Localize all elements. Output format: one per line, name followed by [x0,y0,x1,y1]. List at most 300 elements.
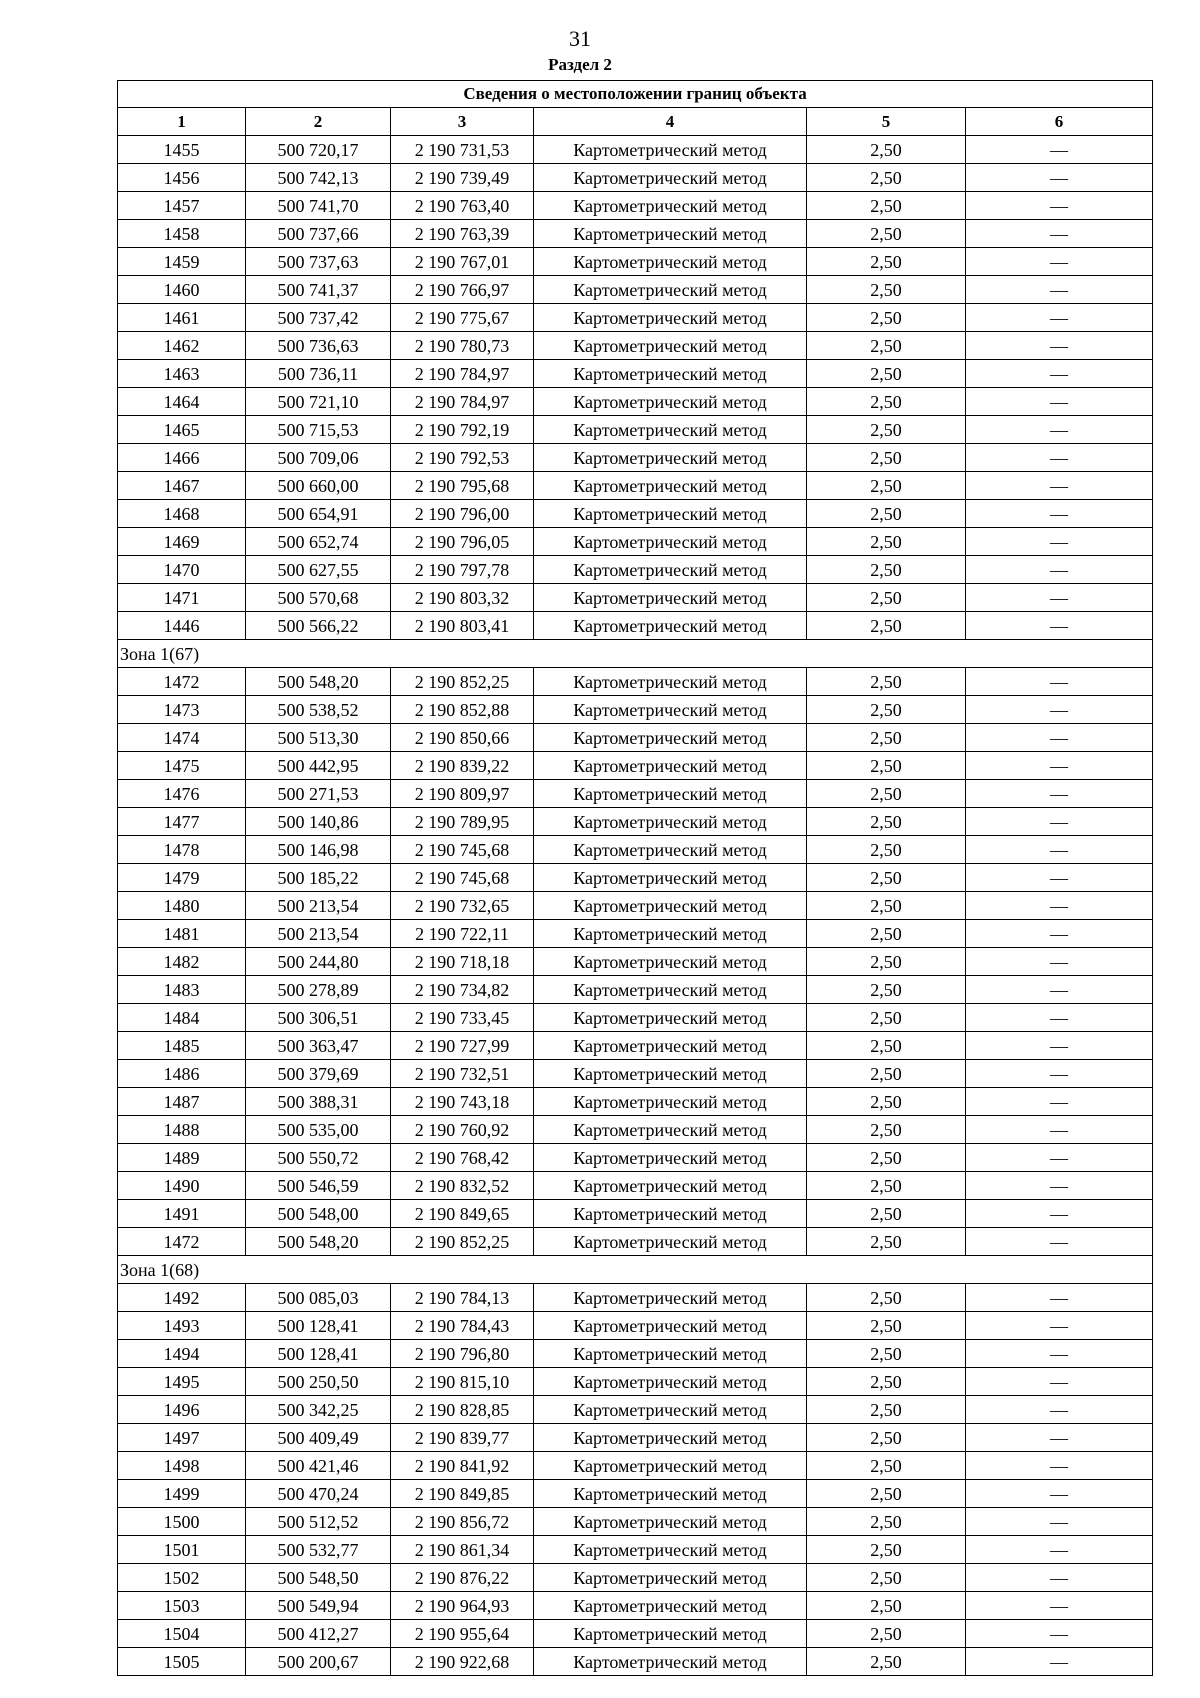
accuracy-cell: 2,50 [807,220,966,248]
point-number-cell: 1466 [118,444,246,472]
y-coordinate-cell: 2 190 760,92 [391,1116,534,1144]
method-cell: Картометрический метод [534,416,807,444]
x-coordinate-cell: 500 720,17 [246,136,391,164]
table-row [118,472,1153,500]
description-cell: — [966,780,1153,808]
y-coordinate-cell: 2 190 839,77 [391,1424,534,1452]
point-number-cell: 1500 [118,1508,246,1536]
accuracy-cell: 2,50 [807,1536,966,1564]
table-row [118,1116,1153,1144]
point-number-cell: 1501 [118,1536,246,1564]
accuracy-cell: 2,50 [807,276,966,304]
y-coordinate-cell: 2 190 739,49 [391,164,534,192]
table-row [118,864,1153,892]
table-body [118,136,1153,1676]
column-header-2: 2 [246,108,391,136]
x-coordinate-cell: 500 379,69 [246,1060,391,1088]
accuracy-cell: 2,50 [807,1564,966,1592]
method-cell: Картометрический метод [534,976,807,1004]
accuracy-cell: 2,50 [807,976,966,1004]
accuracy-cell: 2,50 [807,920,966,948]
description-cell: — [966,1228,1153,1256]
accuracy-cell: 2,50 [807,444,966,472]
y-coordinate-cell: 2 190 792,19 [391,416,534,444]
x-coordinate-cell: 500 146,98 [246,836,391,864]
method-cell: Картометрический метод [534,920,807,948]
method-cell: Картометрический метод [534,1340,807,1368]
point-number-cell: 1483 [118,976,246,1004]
description-cell: — [966,304,1153,332]
table-row [118,1004,1153,1032]
column-header-6: 6 [966,108,1153,136]
point-number-cell: 1489 [118,1144,246,1172]
table-row [118,1200,1153,1228]
description-cell: — [966,1564,1153,1592]
x-coordinate-cell: 500 342,25 [246,1396,391,1424]
description-cell: — [966,1004,1153,1032]
method-cell: Картометрический метод [534,500,807,528]
table-row [118,724,1153,752]
x-coordinate-cell: 500 512,52 [246,1508,391,1536]
point-number-cell: 1491 [118,1200,246,1228]
table-row [118,1564,1153,1592]
table-row [118,1172,1153,1200]
y-coordinate-cell: 2 190 795,68 [391,472,534,500]
method-cell: Картометрический метод [534,1620,807,1648]
x-coordinate-cell: 500 513,30 [246,724,391,752]
x-coordinate-cell: 500 741,37 [246,276,391,304]
description-cell: — [966,1480,1153,1508]
y-coordinate-cell: 2 190 745,68 [391,864,534,892]
y-coordinate-cell: 2 190 784,43 [391,1312,534,1340]
x-coordinate-cell: 500 652,74 [246,528,391,556]
accuracy-cell: 2,50 [807,192,966,220]
point-number-cell: 1465 [118,416,246,444]
point-number-cell: 1461 [118,304,246,332]
point-number-cell: 1474 [118,724,246,752]
accuracy-cell: 2,50 [807,528,966,556]
y-coordinate-cell: 2 190 964,93 [391,1592,534,1620]
point-number-cell: 1457 [118,192,246,220]
y-coordinate-cell: 2 190 784,97 [391,388,534,416]
x-coordinate-cell: 500 741,70 [246,192,391,220]
description-cell: — [966,836,1153,864]
description-cell: — [966,1032,1153,1060]
method-cell: Картометрический метод [534,1088,807,1116]
method-cell: Картометрический метод [534,1312,807,1340]
method-cell: Картометрический метод [534,192,807,220]
accuracy-cell: 2,50 [807,248,966,276]
description-cell: — [966,1060,1153,1088]
x-coordinate-cell: 500 532,77 [246,1536,391,1564]
table-header-row [118,108,1153,136]
y-coordinate-cell: 2 190 718,18 [391,948,534,976]
method-cell: Картометрический метод [534,1116,807,1144]
table-row [118,164,1153,192]
y-coordinate-cell: 2 190 766,97 [391,276,534,304]
description-cell: — [966,696,1153,724]
x-coordinate-cell: 500 742,13 [246,164,391,192]
column-header-5: 5 [807,108,966,136]
description-cell: — [966,1284,1153,1312]
y-coordinate-cell: 2 190 796,00 [391,500,534,528]
table-row [118,1088,1153,1116]
description-cell: — [966,192,1153,220]
y-coordinate-cell: 2 190 784,13 [391,1284,534,1312]
method-cell: Картометрический метод [534,304,807,332]
y-coordinate-cell: 2 190 780,73 [391,332,534,360]
method-cell: Картометрический метод [534,248,807,276]
table-row [118,276,1153,304]
accuracy-cell: 2,50 [807,164,966,192]
accuracy-cell: 2,50 [807,836,966,864]
method-cell: Картометрический метод [534,1144,807,1172]
table-row [118,416,1153,444]
table-row [118,1620,1153,1648]
page-number: 31 [569,26,591,51]
x-coordinate-cell: 500 709,06 [246,444,391,472]
section-title: Раздел 2 [548,55,612,74]
accuracy-cell: 2,50 [807,1452,966,1480]
description-cell: — [966,248,1153,276]
description-cell: — [966,1536,1153,1564]
description-cell: — [966,724,1153,752]
method-cell: Картометрический метод [534,472,807,500]
table-row [118,1452,1153,1480]
y-coordinate-cell: 2 190 767,01 [391,248,534,276]
y-coordinate-cell: 2 190 734,82 [391,976,534,1004]
point-number-cell: 1467 [118,472,246,500]
table-row [118,1144,1153,1172]
x-coordinate-cell: 500 271,53 [246,780,391,808]
method-cell: Картометрический метод [534,388,807,416]
description-cell: — [966,1592,1153,1620]
description-cell: — [966,388,1153,416]
y-coordinate-cell: 2 190 745,68 [391,836,534,864]
table-row [118,1228,1153,1256]
method-cell: Картометрический метод [534,836,807,864]
table-row [118,192,1153,220]
accuracy-cell: 2,50 [807,752,966,780]
table-row [118,332,1153,360]
x-coordinate-cell: 500 549,94 [246,1592,391,1620]
method-cell: Картометрический метод [534,696,807,724]
y-coordinate-cell: 2 190 856,72 [391,1508,534,1536]
x-coordinate-cell: 500 442,95 [246,752,391,780]
description-cell: — [966,612,1153,640]
description-cell: — [966,1508,1153,1536]
description-cell: — [966,864,1153,892]
description-cell: — [966,1088,1153,1116]
y-coordinate-cell: 2 190 922,68 [391,1648,534,1676]
table-row [118,388,1153,416]
y-coordinate-cell: 2 190 733,45 [391,1004,534,1032]
accuracy-cell: 2,50 [807,1424,966,1452]
x-coordinate-cell: 500 654,91 [246,500,391,528]
table-row [118,920,1153,948]
description-cell: — [966,276,1153,304]
table-row [118,1368,1153,1396]
y-coordinate-cell: 2 190 722,11 [391,920,534,948]
accuracy-cell: 2,50 [807,1116,966,1144]
point-number-cell: 1488 [118,1116,246,1144]
description-cell: — [966,920,1153,948]
method-cell: Картометрический метод [534,1508,807,1536]
point-number-cell: 1477 [118,808,246,836]
method-cell: Картометрический метод [534,1592,807,1620]
x-coordinate-cell: 500 409,49 [246,1424,391,1452]
x-coordinate-cell: 500 660,00 [246,472,391,500]
table-row [118,1536,1153,1564]
y-coordinate-cell: 2 190 832,52 [391,1172,534,1200]
method-cell: Картометрический метод [534,1452,807,1480]
accuracy-cell: 2,50 [807,1228,966,1256]
description-cell: — [966,528,1153,556]
point-number-cell: 1503 [118,1592,246,1620]
method-cell: Картометрический метод [534,1032,807,1060]
y-coordinate-cell: 2 190 861,34 [391,1536,534,1564]
x-coordinate-cell: 500 412,27 [246,1620,391,1648]
description-cell: — [966,1620,1153,1648]
x-coordinate-cell: 500 470,24 [246,1480,391,1508]
table-row [118,696,1153,724]
accuracy-cell: 2,50 [807,668,966,696]
description-cell: — [966,1200,1153,1228]
description-cell: — [966,1424,1153,1452]
method-cell: Картометрический метод [534,1536,807,1564]
point-number-cell: 1459 [118,248,246,276]
table-row [118,444,1153,472]
x-coordinate-cell: 500 715,53 [246,416,391,444]
y-coordinate-cell: 2 190 796,05 [391,528,534,556]
method-cell: Картометрический метод [534,1172,807,1200]
x-coordinate-cell: 500 538,52 [246,696,391,724]
point-number-cell: 1484 [118,1004,246,1032]
x-coordinate-cell: 500 566,22 [246,612,391,640]
table-row [118,752,1153,780]
x-coordinate-cell: 500 535,00 [246,1116,391,1144]
description-cell: — [966,1172,1153,1200]
point-number-cell: 1468 [118,500,246,528]
table-row [118,1592,1153,1620]
point-number-cell: 1473 [118,696,246,724]
accuracy-cell: 2,50 [807,892,966,920]
table-row [118,1480,1153,1508]
point-number-cell: 1487 [118,1088,246,1116]
point-number-cell: 1492 [118,1284,246,1312]
point-number-cell: 1502 [118,1564,246,1592]
x-coordinate-cell: 500 550,72 [246,1144,391,1172]
point-number-cell: 1476 [118,780,246,808]
table-row [118,1032,1153,1060]
table-row [118,556,1153,584]
x-coordinate-cell: 500 128,41 [246,1312,391,1340]
point-number-cell: 1481 [118,920,246,948]
table-row [118,500,1153,528]
description-cell: — [966,360,1153,388]
point-number-cell: 1494 [118,1340,246,1368]
accuracy-cell: 2,50 [807,1340,966,1368]
accuracy-cell: 2,50 [807,556,966,584]
x-coordinate-cell: 500 570,68 [246,584,391,612]
x-coordinate-cell: 500 736,63 [246,332,391,360]
method-cell: Картометрический метод [534,1648,807,1676]
description-cell: — [966,668,1153,696]
table-row [118,136,1153,164]
method-cell: Картометрический метод [534,1200,807,1228]
point-number-cell: 1464 [118,388,246,416]
description-cell: — [966,1116,1153,1144]
method-cell: Картометрический метод [534,444,807,472]
method-cell: Картометрический метод [534,864,807,892]
point-number-cell: 1475 [118,752,246,780]
accuracy-cell: 2,50 [807,332,966,360]
method-cell: Картометрический метод [534,360,807,388]
point-number-cell: 1471 [118,584,246,612]
x-coordinate-cell: 500 200,67 [246,1648,391,1676]
method-cell: Картометрический метод [534,808,807,836]
x-coordinate-cell: 500 128,41 [246,1340,391,1368]
accuracy-cell: 2,50 [807,500,966,528]
y-coordinate-cell: 2 190 775,67 [391,304,534,332]
accuracy-cell: 2,50 [807,360,966,388]
x-coordinate-cell: 500 244,80 [246,948,391,976]
x-coordinate-cell: 500 213,54 [246,892,391,920]
y-coordinate-cell: 2 190 839,22 [391,752,534,780]
accuracy-cell: 2,50 [807,808,966,836]
accuracy-cell: 2,50 [807,1032,966,1060]
description-cell: — [966,752,1153,780]
point-number-cell: 1479 [118,864,246,892]
description-cell: — [966,1368,1153,1396]
y-coordinate-cell: 2 190 852,88 [391,696,534,724]
method-cell: Картометрический метод [534,136,807,164]
x-coordinate-cell: 500 140,86 [246,808,391,836]
zone-row [118,640,1153,668]
description-cell: — [966,472,1153,500]
point-number-cell: 1497 [118,1424,246,1452]
x-coordinate-cell: 500 278,89 [246,976,391,1004]
description-cell: — [966,556,1153,584]
x-coordinate-cell: 500 363,47 [246,1032,391,1060]
method-cell: Картометрический метод [534,164,807,192]
table-caption-row [118,81,1153,108]
point-number-cell: 1462 [118,332,246,360]
point-number-cell: 1499 [118,1480,246,1508]
table-row [118,976,1153,1004]
y-coordinate-cell: 2 190 852,25 [391,1228,534,1256]
accuracy-cell: 2,50 [807,416,966,444]
table-row [118,304,1153,332]
point-number-cell: 1456 [118,164,246,192]
table-row [118,528,1153,556]
description-cell: — [966,892,1153,920]
accuracy-cell: 2,50 [807,1620,966,1648]
point-number-cell: 1495 [118,1368,246,1396]
table-row [118,780,1153,808]
accuracy-cell: 2,50 [807,948,966,976]
y-coordinate-cell: 2 190 803,32 [391,584,534,612]
description-cell: — [966,584,1153,612]
y-coordinate-cell: 2 190 784,97 [391,360,534,388]
description-cell: — [966,164,1153,192]
description-cell: — [966,500,1153,528]
x-coordinate-cell: 500 548,00 [246,1200,391,1228]
table-row [118,248,1153,276]
method-cell: Картометрический метод [534,612,807,640]
y-coordinate-cell: 2 190 732,51 [391,1060,534,1088]
accuracy-cell: 2,50 [807,1172,966,1200]
description-cell: — [966,416,1153,444]
accuracy-cell: 2,50 [807,1312,966,1340]
table-row [118,1060,1153,1088]
table-row [118,892,1153,920]
description-cell: — [966,1452,1153,1480]
table-row [118,1312,1153,1340]
y-coordinate-cell: 2 190 850,66 [391,724,534,752]
method-cell: Картометрический метод [534,556,807,584]
accuracy-cell: 2,50 [807,584,966,612]
y-coordinate-cell: 2 190 849,65 [391,1200,534,1228]
accuracy-cell: 2,50 [807,1144,966,1172]
y-coordinate-cell: 2 190 849,85 [391,1480,534,1508]
point-number-cell: 1504 [118,1620,246,1648]
x-coordinate-cell: 500 306,51 [246,1004,391,1032]
method-cell: Картометрический метод [534,1424,807,1452]
y-coordinate-cell: 2 190 792,53 [391,444,534,472]
table-row [118,948,1153,976]
point-number-cell: 1505 [118,1648,246,1676]
y-coordinate-cell: 2 190 828,85 [391,1396,534,1424]
description-cell: — [966,1648,1153,1676]
point-number-cell: 1446 [118,612,246,640]
x-coordinate-cell: 500 721,10 [246,388,391,416]
description-cell: — [966,136,1153,164]
description-cell: — [966,220,1153,248]
y-coordinate-cell: 2 190 852,25 [391,668,534,696]
accuracy-cell: 2,50 [807,696,966,724]
description-cell: — [966,1340,1153,1368]
table-row [118,584,1153,612]
table-row [118,1508,1153,1536]
point-number-cell: 1496 [118,1396,246,1424]
description-cell: — [966,948,1153,976]
accuracy-cell: 2,50 [807,388,966,416]
table-row [118,612,1153,640]
x-coordinate-cell: 500 737,66 [246,220,391,248]
method-cell: Картометрический метод [534,752,807,780]
y-coordinate-cell: 2 190 768,42 [391,1144,534,1172]
y-coordinate-cell: 2 190 743,18 [391,1088,534,1116]
y-coordinate-cell: 2 190 809,97 [391,780,534,808]
point-number-cell: 1478 [118,836,246,864]
description-cell: — [966,808,1153,836]
accuracy-cell: 2,50 [807,1060,966,1088]
accuracy-cell: 2,50 [807,1480,966,1508]
x-coordinate-cell: 500 185,22 [246,864,391,892]
method-cell: Картометрический метод [534,276,807,304]
y-coordinate-cell: 2 190 731,53 [391,136,534,164]
table-row [118,808,1153,836]
method-cell: Картометрический метод [534,1396,807,1424]
x-coordinate-cell: 500 548,20 [246,1228,391,1256]
point-number-cell: 1463 [118,360,246,388]
accuracy-cell: 2,50 [807,724,966,752]
y-coordinate-cell: 2 190 815,10 [391,1368,534,1396]
accuracy-cell: 2,50 [807,1592,966,1620]
point-number-cell: 1486 [118,1060,246,1088]
column-header-4: 4 [534,108,807,136]
